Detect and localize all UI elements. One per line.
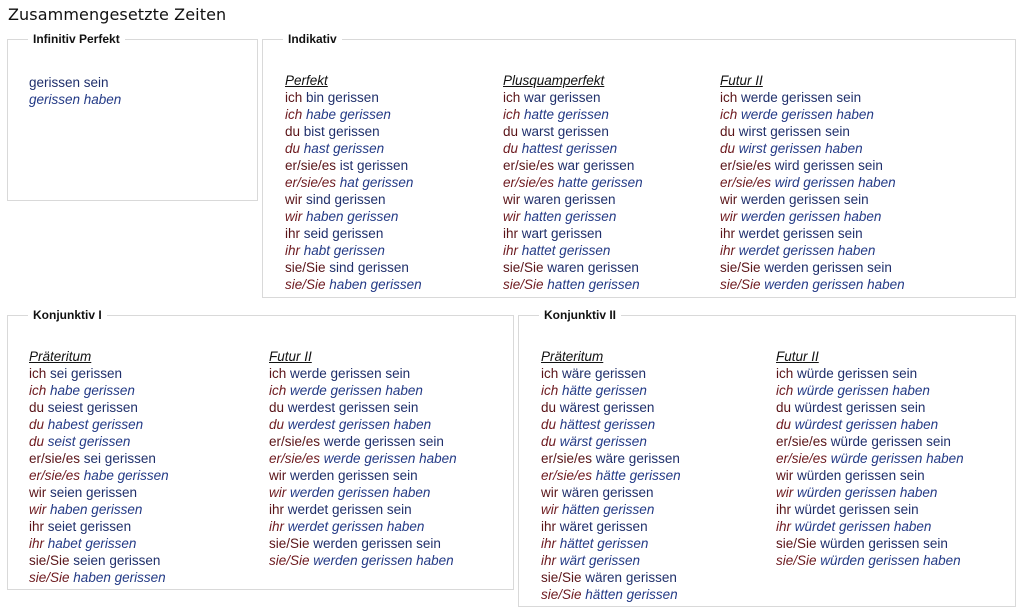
verb-form: werdet gerissen haben: [738, 243, 876, 258]
column-heading: Präteritum: [29, 349, 92, 364]
pronoun: ihr: [285, 226, 301, 241]
pronoun: du: [720, 141, 736, 156]
conjugation-row: [29, 416, 169, 433]
konj2-praeteritum-column: [541, 348, 681, 603]
conjugation-row: [269, 552, 457, 569]
conjugation-row: [269, 416, 457, 433]
pronoun: ihr: [776, 502, 792, 517]
pronoun: ich: [541, 383, 559, 398]
verb-form: werden gerissen haben: [764, 277, 905, 292]
verb-form: ist gerissen: [339, 158, 409, 173]
pronoun: wir: [720, 209, 738, 224]
conjugation-row: [503, 259, 643, 276]
verb-form: hatten gerissen: [524, 209, 617, 224]
conjugation-row: [776, 535, 964, 552]
verb-form: sei gerissen: [50, 366, 123, 381]
verb-form: bin gerissen: [306, 90, 379, 105]
pronoun: du: [541, 417, 557, 432]
verb-form: werdet gerissen sein: [287, 502, 412, 517]
verb-form: wäre gerissen: [562, 366, 647, 381]
conjugation-row: [776, 484, 964, 501]
pronoun: er/sie/es: [720, 175, 772, 190]
conjugation-row: [29, 501, 169, 518]
pronoun: ihr: [503, 243, 519, 258]
pronoun: du: [29, 434, 45, 449]
pronoun: ihr: [269, 519, 285, 534]
verb-form: wirst gerissen sein: [738, 124, 850, 139]
pronoun: er/sie/es: [269, 434, 321, 449]
pronoun: du: [503, 141, 519, 156]
pronoun: sie/Sie: [776, 553, 817, 568]
pronoun: sie/Sie: [720, 277, 761, 292]
verb-form: werde gerissen sein: [323, 434, 444, 449]
verb-form: haben gerissen: [50, 502, 143, 517]
conjugation-row: [541, 552, 681, 569]
verb-form: hätte gerissen: [562, 383, 647, 398]
pronoun: du: [29, 400, 45, 415]
conjugation-row: [503, 123, 643, 140]
pronoun: ihr: [720, 226, 736, 241]
pronoun: sie/Sie: [503, 277, 544, 292]
conjugation-row: [776, 433, 964, 450]
pronoun: ihr: [541, 519, 557, 534]
pronoun: wir: [776, 485, 794, 500]
indikativ-panel: [262, 32, 1016, 298]
conjugation-row: [541, 433, 681, 450]
conjugation-row: [541, 501, 681, 518]
verb-form: hast gerissen: [303, 141, 385, 156]
verb-form: werden gerissen sein: [313, 536, 441, 551]
column-heading: Futur II: [776, 349, 819, 364]
pronoun: ich: [29, 366, 47, 381]
konjunktiv-ii-legend: Konjunktiv II: [544, 308, 616, 322]
pronoun: ihr: [285, 243, 301, 258]
verb-form: werden gerissen haben: [741, 209, 882, 224]
conjugation-row: [285, 123, 422, 140]
pronoun: sie/Sie: [541, 570, 582, 585]
pronoun: du: [269, 400, 285, 415]
konjunktiv-i-legend: Konjunktiv I: [33, 308, 102, 322]
conjugation-row: [285, 106, 422, 123]
conjugation-row: [29, 433, 169, 450]
conjugation-row: [285, 276, 422, 293]
verb-form: würden gerissen haben: [820, 553, 961, 568]
verb-form: wärest gerissen: [559, 400, 655, 415]
pronoun: er/sie/es: [720, 158, 772, 173]
infinitiv-perfekt-legend: Infinitiv Perfekt: [33, 32, 120, 46]
conjugation-row: [776, 501, 964, 518]
conjugation-row: [776, 518, 964, 535]
verb-form: sei gerissen: [83, 451, 156, 466]
conjugation-row: [29, 382, 169, 399]
conjugation-row: [720, 157, 905, 174]
verb-form: habe gerissen: [83, 468, 169, 483]
conjugation-row: [503, 242, 643, 259]
konjunktiv-i-panel: [7, 308, 514, 590]
conjugation-row: [285, 242, 422, 259]
verb-form: sind gerissen: [329, 260, 409, 275]
conjugation-row: [541, 365, 681, 382]
conjugation-row: [269, 365, 457, 382]
verb-form: warst gerissen: [521, 124, 609, 139]
conjugation-row: [29, 467, 169, 484]
conjugation-row: [541, 382, 681, 399]
verb-form: werdet gerissen sein: [738, 226, 863, 241]
conjugation-row: [541, 569, 681, 586]
pronoun: er/sie/es: [541, 451, 593, 466]
conjugation-row: [720, 174, 905, 191]
conjugation-row: [285, 191, 422, 208]
pronoun: sie/Sie: [29, 570, 70, 585]
column-heading: Präteritum: [541, 349, 604, 364]
verb-form: waren gerissen: [524, 192, 616, 207]
conjugation-row: [285, 89, 422, 106]
perfekt-column: [285, 72, 422, 293]
conjugation-row: [776, 467, 964, 484]
konj1-praeteritum-column: [29, 348, 169, 586]
conjugation-row: [776, 416, 964, 433]
conjugation-row: [503, 89, 643, 106]
pronoun: ihr: [503, 226, 519, 241]
verb-form: werdet gerissen haben: [287, 519, 425, 534]
pronoun: sie/Sie: [269, 536, 310, 551]
conjugation-row: [503, 208, 643, 225]
verb-form: wärst gerissen: [559, 434, 647, 449]
pronoun: ich: [503, 90, 521, 105]
pronoun: wir: [503, 192, 521, 207]
conjugation-row: [776, 450, 964, 467]
conjugation-row: [29, 552, 169, 569]
verb-form: werdest gerissen haben: [287, 417, 432, 432]
verb-form: wäret gerissen: [559, 519, 648, 534]
pronoun: ich: [269, 366, 287, 381]
verb-form: würdest gerissen sein: [794, 400, 926, 415]
pronoun: er/sie/es: [269, 451, 321, 466]
verb-form: habe gerissen: [50, 383, 135, 398]
verb-form: wird gerissen haben: [774, 175, 896, 190]
verb-form: hätten gerissen: [585, 587, 678, 602]
verb-form: haben gerissen: [73, 570, 166, 585]
pronoun: sie/Sie: [503, 260, 544, 275]
pronoun: wir: [720, 192, 738, 207]
verb-form: seiet gerissen: [47, 519, 132, 534]
conjugation-row: [503, 174, 643, 191]
conjugation-row: [29, 484, 169, 501]
verb-form: seid gerissen: [303, 226, 384, 241]
verb-form: habt gerissen: [303, 243, 385, 258]
conjugation-row: [776, 552, 964, 569]
pronoun: du: [269, 417, 285, 432]
conjugation-row: [541, 586, 681, 603]
pronoun: er/sie/es: [285, 175, 337, 190]
verb-form: seiest gerissen: [47, 400, 138, 415]
conjugation-row: [269, 467, 457, 484]
verb-form: werden gerissen sein: [290, 468, 418, 483]
verb-form: hättet gerissen: [559, 536, 649, 551]
verb-form: werden gerissen sein: [764, 260, 892, 275]
conjugation-row: [29, 569, 169, 586]
verb-form: werde gerissen haben: [323, 451, 457, 466]
pronoun: du: [503, 124, 519, 139]
conjugation-row: [269, 433, 457, 450]
pronoun: ich: [29, 383, 47, 398]
pronoun: du: [541, 400, 557, 415]
pronoun: ihr: [29, 536, 45, 551]
pronoun: er/sie/es: [503, 158, 555, 173]
conjugation-row: [29, 450, 169, 467]
pronoun: sie/Sie: [269, 553, 310, 568]
conjugation-row: [720, 225, 905, 242]
column-heading: Perfekt: [285, 73, 328, 88]
conjugation-row: [541, 484, 681, 501]
verb-form: werdest gerissen sein: [287, 400, 419, 415]
verb-form: werde gerissen sein: [741, 90, 862, 105]
verb-form: wirst gerissen haben: [738, 141, 863, 156]
conjugation-row: [541, 518, 681, 535]
pronoun: wir: [269, 485, 287, 500]
conjugation-row: [776, 399, 964, 416]
conjugation-row: [776, 382, 964, 399]
verb-form: hat gerissen: [339, 175, 414, 190]
conjugation-row: [776, 365, 964, 382]
conjugation-row: [541, 450, 681, 467]
konjunktiv-ii-panel: [518, 308, 1016, 607]
verb-form: werde gerissen haben: [741, 107, 874, 122]
pronoun: wir: [29, 485, 47, 500]
verb-form: habe gerissen: [306, 107, 391, 122]
verb-form: werden gerissen haben: [313, 553, 454, 568]
verb-form: würde gerissen haben: [797, 383, 930, 398]
conjugation-row: [285, 225, 422, 242]
conjugation-row: [503, 157, 643, 174]
conjugation-row: [29, 74, 121, 91]
column-heading: Futur II: [269, 349, 312, 364]
column-heading: Futur II: [720, 73, 763, 88]
pronoun: ihr: [29, 519, 45, 534]
pronoun: ihr: [541, 553, 557, 568]
conjugation-row: [503, 140, 643, 157]
verb-form: wären gerissen: [585, 570, 677, 585]
pronoun: ich: [269, 383, 287, 398]
conjugation-row: [720, 123, 905, 140]
verb-form: hattet gerissen: [521, 243, 611, 258]
conjugation-row: [720, 242, 905, 259]
pronoun: du: [776, 417, 792, 432]
pronoun: sie/Sie: [29, 553, 70, 568]
conjugation-row: [720, 208, 905, 225]
conjugation-row: [541, 535, 681, 552]
conjugation-row: [285, 208, 422, 225]
pronoun: er/sie/es: [29, 468, 81, 483]
verb-form: wären gerissen: [562, 485, 654, 500]
verb-form: würde gerissen sein: [797, 366, 918, 381]
pronoun: er/sie/es: [776, 434, 828, 449]
pronoun: ich: [503, 107, 521, 122]
conjugation-row: [720, 259, 905, 276]
conjugation-row: [720, 106, 905, 123]
pronoun: sie/Sie: [541, 587, 582, 602]
conjugation-row: [269, 399, 457, 416]
verb-form: seist gerissen: [47, 434, 131, 449]
verb-form: wärt gerissen: [559, 553, 641, 568]
pronoun: ich: [720, 90, 738, 105]
pronoun: wir: [269, 468, 287, 483]
column-heading: Plusquamperfekt: [503, 73, 605, 88]
conjugation-row: [720, 276, 905, 293]
conjugation-row: [503, 191, 643, 208]
verb-form: seien gerissen: [50, 485, 138, 500]
verb-form: war gerissen: [524, 90, 601, 105]
pronoun: sie/Sie: [776, 536, 817, 551]
pronoun: er/sie/es: [541, 468, 593, 483]
conjugation-row: [503, 106, 643, 123]
verb-form: würden gerissen haben: [797, 485, 938, 500]
pronoun: du: [29, 417, 45, 432]
conjugation-row: [29, 365, 169, 382]
pronoun: ich: [285, 90, 303, 105]
conjugation-row: [720, 89, 905, 106]
verb-form: würde gerissen haben: [830, 451, 964, 466]
konj1-futur-ii-column: [269, 348, 457, 569]
futur-ii-column: [720, 72, 905, 293]
verb-form: werden gerissen haben: [290, 485, 431, 500]
pronoun: ich: [541, 366, 559, 381]
verb-form: würde gerissen sein: [830, 434, 951, 449]
infinitiv-perfekt-panel: [7, 32, 258, 201]
pronoun: wir: [285, 209, 303, 224]
verb-form: wird gerissen sein: [774, 158, 883, 173]
conjugation-row: [503, 276, 643, 293]
page-title: Zusammengesetzte Zeiten: [8, 5, 227, 24]
pronoun: du: [285, 141, 301, 156]
conjugation-row: [541, 416, 681, 433]
pronoun: ich: [776, 366, 794, 381]
conjugation-row: [285, 174, 422, 191]
conjugation-row: [720, 191, 905, 208]
verb-form: würdet gerissen sein: [794, 502, 919, 517]
verb-form: wäre gerissen: [595, 451, 680, 466]
indikativ-legend: Indikativ: [288, 32, 337, 46]
verb-form: seien gerissen: [73, 553, 161, 568]
verb-form: werde gerissen sein: [290, 366, 411, 381]
verb-form: hatte gerissen: [557, 175, 643, 190]
verb-form: hättest gerissen: [559, 417, 656, 432]
verb-form: habet gerissen: [47, 536, 137, 551]
pronoun: ihr: [720, 243, 736, 258]
conjugation-row: [285, 259, 422, 276]
pronoun: er/sie/es: [776, 451, 828, 466]
verb-form: sind gerissen: [306, 192, 386, 207]
conjugation-row: [29, 535, 169, 552]
conjugation-row: [269, 382, 457, 399]
conjugation-row: [269, 501, 457, 518]
pronoun: ich: [720, 107, 738, 122]
pronoun: ihr: [269, 502, 285, 517]
verb-form: haben gerissen: [329, 277, 422, 292]
pronoun: wir: [541, 502, 559, 517]
conjugation-row: [29, 518, 169, 535]
conjugation-row: [269, 535, 457, 552]
verb-form: hattest gerissen: [521, 141, 618, 156]
infinitiv-column: [29, 74, 121, 108]
pronoun: wir: [541, 485, 559, 500]
pronoun: wir: [503, 209, 521, 224]
pronoun: wir: [29, 502, 47, 517]
verb-form: würden gerissen sein: [797, 468, 925, 483]
verb-form: war gerissen: [557, 158, 635, 173]
verb-form: bist gerissen: [303, 124, 380, 139]
conjugation-row: [269, 484, 457, 501]
pronoun: du: [776, 400, 792, 415]
conjugation-row: [269, 518, 457, 535]
verb-form: habest gerissen: [47, 417, 144, 432]
pronoun: wir: [776, 468, 794, 483]
conjugation-row: [720, 140, 905, 157]
pronoun: du: [720, 124, 736, 139]
pronoun: sie/Sie: [285, 277, 326, 292]
verb-form: würdet gerissen haben: [794, 519, 932, 534]
verb-form: hätten gerissen: [562, 502, 655, 517]
conjugation-row: [269, 450, 457, 467]
pronoun: er/sie/es: [29, 451, 81, 466]
verb-form: würden gerissen sein: [820, 536, 948, 551]
verb-form: gerissen sein: [29, 75, 109, 90]
pronoun: er/sie/es: [285, 158, 337, 173]
pronoun: du: [541, 434, 557, 449]
verb-form: haben gerissen: [306, 209, 399, 224]
conjugation-row: [29, 399, 169, 416]
verb-form: hatten gerissen: [547, 277, 640, 292]
verb-form: hatte gerissen: [524, 107, 609, 122]
plusquamperfekt-column: [503, 72, 643, 293]
pronoun: er/sie/es: [503, 175, 555, 190]
conjugation-row: [541, 399, 681, 416]
conjugation-row: [285, 157, 422, 174]
verb-form: werden gerissen sein: [741, 192, 869, 207]
pronoun: ihr: [776, 519, 792, 534]
pronoun: du: [285, 124, 301, 139]
verb-form: würdest gerissen haben: [794, 417, 939, 432]
conjugation-row: [541, 467, 681, 484]
pronoun: ich: [285, 107, 303, 122]
conjugation-row: [285, 140, 422, 157]
konj2-futur-ii-column: [776, 348, 964, 569]
pronoun: wir: [285, 192, 303, 207]
verb-form: werde gerissen haben: [290, 383, 423, 398]
verb-form: wart gerissen: [521, 226, 603, 241]
verb-form: hätte gerissen: [595, 468, 681, 483]
pronoun: ich: [776, 383, 794, 398]
conjugation-row: [503, 225, 643, 242]
pronoun: ihr: [541, 536, 557, 551]
conjugation-row: [29, 91, 121, 108]
pronoun: sie/Sie: [285, 260, 326, 275]
pronoun: sie/Sie: [720, 260, 761, 275]
verb-form: gerissen haben: [29, 92, 122, 107]
verb-form: waren gerissen: [547, 260, 639, 275]
